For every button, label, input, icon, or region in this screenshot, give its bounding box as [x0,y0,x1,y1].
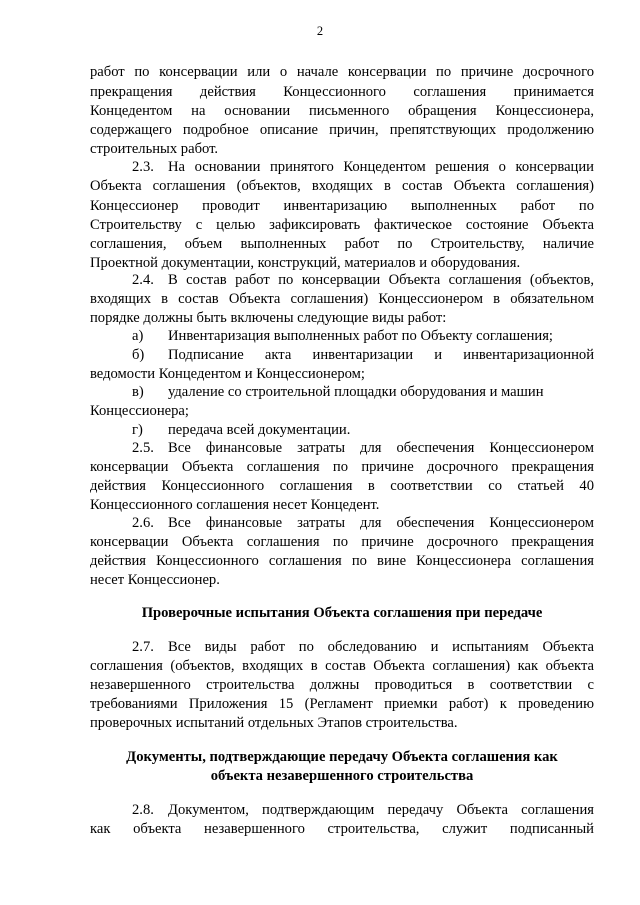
text-line: Все финансовые затраты для обеспечения Концессионером [168,515,594,531]
text-line: Все финансовые затраты для обеспечения Концессионером [168,440,594,456]
text-line: Объекта соглашения (объектов, входящих в состав Объекта соглашения) [90,178,594,194]
text-line: консервации Объекта соглашения по причине досрочного прекращения [90,459,594,475]
text-line: работ по консервации или о начале консервации по причине досрочного [90,64,594,80]
section-heading: Проверочные испытания Объекта соглашения при передаче [141,605,543,621]
text-line: соглашения, объем выполненных работ по Строительству, наличие [90,236,594,252]
text-line: В состав работ по консервации Объекта соглашения (объектов, [168,272,594,288]
text-line: ведомости Концедентом и Концессионером; [90,366,365,382]
text-line: строительных работ. [90,141,219,157]
text-line: несет Концессионер. [90,572,220,588]
paragraph-number: 2.4. [132,272,154,288]
text-line: Все виды работ по обследованию и испытаниям Объекта [168,639,594,655]
text-line: На основании принятого Концедентом решения о консервации [168,159,594,175]
paragraph-number: 2.7. [132,639,154,655]
list-marker: б) [132,347,145,363]
list-item-text: удаление со строительной площадки оборудования и машин [168,384,544,400]
paragraph-number: 2.8. [132,802,154,818]
page-number: 2 [316,24,324,38]
list-item-text: Подписание акта инвентаризации и инвентаризационной [168,347,594,363]
text-line: как объекта незавершенного строительства, служит подписанный [90,821,594,837]
text-line: действия Концессионного соглашения по вине Концессионера соглашения [90,553,594,569]
text-line: соглашения (объектов, входящих в состав Объекта соглашения) как объекта [90,658,594,674]
text-line: порядке должны быть включены следующие виды работ: [90,310,447,326]
section-heading: объекта незавершенного строительства [210,768,474,784]
list-marker: г) [132,422,143,438]
paragraph-number: 2.5. [132,440,154,456]
paragraph-number: 2.6. [132,515,154,531]
text-line: содержащего подробное описание причин, препятствующих продолжению [90,122,594,138]
text-line: консервации Объекта соглашения по причине досрочного прекращения [90,534,594,550]
text-line: действия Концессионного соглашения в соответствии со статьей 40 [90,478,594,494]
text-line: проверочных испытаний отдельных Этапов строительства. [90,715,458,731]
list-item-text: передача всей документации. [168,422,351,438]
text-line: Концедентом на основании письменного обращения Концессионера, [90,103,594,119]
text-line: прекращения действия Концессионного соглашения принимается [90,84,594,100]
text-line: незавершенного строительства должны проводиться в соответствии с [90,677,594,693]
text-line: Проектной документации, конструкций, материалов и оборудования. [90,255,521,271]
text-line: Концессионера; [90,403,189,419]
section-heading: Документы, подтверждающие передачу Объекта соглашения как [126,749,558,765]
list-marker: в) [132,384,144,400]
list-item-text: Инвентаризация выполненных работ по Объекту соглашения; [168,328,553,344]
text-line: Документом, подтверждающим передачу Объекта соглашения [168,802,594,818]
text-line: Строительству с целью зафиксировать фактическое состояние Объекта [90,217,594,233]
text-line: Концессионного соглашения несет Концедент. [90,497,380,513]
text-line: требованиями Приложения 15 (Регламент приемки работ) к проведению [90,696,594,712]
list-marker: а) [132,328,144,344]
text-line: Концессионер проводит инвентаризацию выполненных работ по [90,198,594,214]
text-line: входящих в состав Объекта соглашения) Концессионером в обязательном [90,291,594,307]
paragraph-number: 2.3. [132,159,154,175]
